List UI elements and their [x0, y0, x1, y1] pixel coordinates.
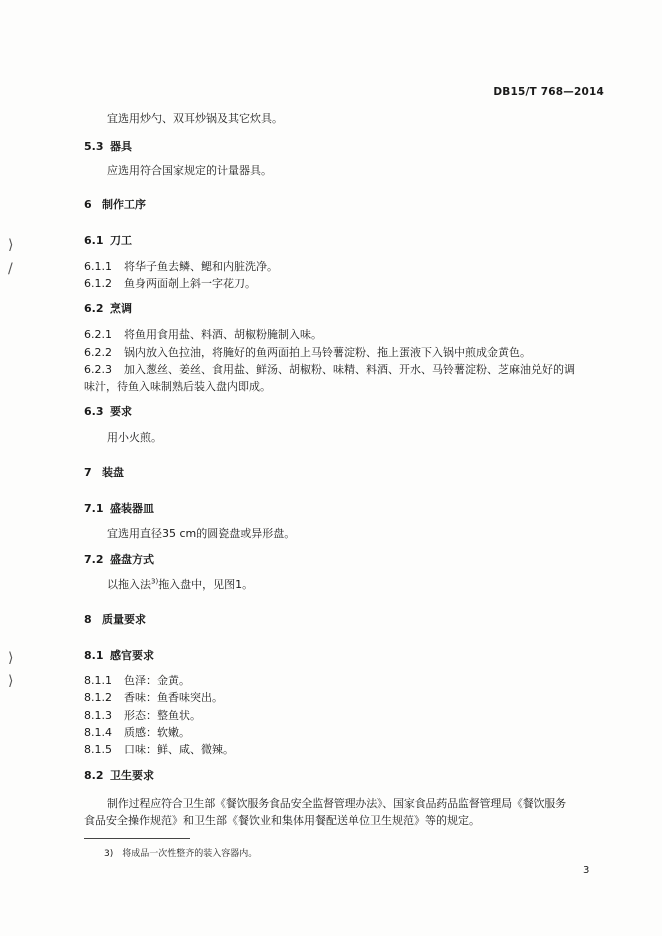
body-text-continuation: 食品安全操作规范》和卫生部《餐饮业和集体用餐配送单位卫生规范》等的规定。: [84, 814, 480, 827]
clause-item: 8.1.4 质感：软嫩。: [84, 726, 190, 739]
footnote-separator: [84, 838, 190, 839]
body-text: 用小火煎。: [107, 431, 162, 444]
section-heading: 7.2 盛盘方式: [84, 553, 154, 566]
clause-item: 6.2.3 加入葱丝、姜丝、食用盐、鲜汤、胡椒粉、味精、料酒、开水、马铃薯淀粉、芝麻油兑好的调: [84, 363, 575, 376]
section-heading: 7.1 盛装器皿: [84, 502, 154, 515]
chapter-heading: 7 装盘: [84, 466, 124, 479]
scan-binding-mark: ⟩: [8, 650, 14, 666]
clause-item: 6.2.1 将鱼用食用盐、料酒、胡椒粉腌制入味。: [84, 328, 322, 341]
footnote: 3) 将成品一次性整齐的装入容器内。: [104, 849, 258, 859]
clause-item: 6.2.2 锅内放入色拉油，将腌好的鱼两面拍上马铃薯淀粉、拖上蛋液下入锅中煎成金黄色。: [84, 346, 531, 359]
section-heading: 5.3 器具: [84, 140, 132, 153]
document-code-header: DB15/T 768—2014: [493, 86, 604, 98]
body-text: 宜选用直径35 cm的圆瓷盘或异形盘。: [107, 527, 296, 540]
page-number: 3: [583, 865, 590, 876]
section-heading: 8.2 卫生要求: [84, 769, 154, 782]
scan-binding-mark: ⟩: [8, 673, 14, 689]
clause-item: 8.1.1 色泽：金黄。: [84, 674, 190, 687]
chapter-heading: 6 制作工序: [84, 198, 146, 211]
body-text: 宜选用炒勺、双耳炒锅及其它炊具。: [107, 112, 283, 125]
scan-binding-mark: /: [8, 261, 13, 277]
clause-item: 6.1.2 鱼身两面剞上斜一字花刀。: [84, 277, 256, 290]
section-heading: 6.2 烹调: [84, 302, 132, 315]
clause-item: 8.1.5 口味：鲜、咸、微辣。: [84, 743, 234, 756]
clause-item: 6.1.1 将华子鱼去鳞、鳃和内脏洗净。: [84, 260, 278, 273]
clause-item: 8.1.3 形态：整鱼状。: [84, 709, 201, 722]
section-heading: 8.1 感官要求: [84, 649, 154, 662]
footnote-reference: 3): [151, 577, 159, 586]
body-text: 以拖入法$^{3)}$拖入盘中，见图1。: [107, 577, 254, 591]
chapter-heading: 8 质量要求: [84, 613, 146, 626]
scan-binding-mark: ⟩: [8, 237, 14, 253]
body-text: 制作过程应符合卫生部《餐饮服务食品安全监督管理办法》、国家食品药品监督管理局《餐饮服务: [107, 797, 566, 810]
body-text: 应选用符合国家规定的计量器具。: [107, 164, 272, 177]
section-heading: 6.1 刀工: [84, 234, 132, 247]
section-heading: 6.3 要求: [84, 405, 132, 418]
clause-item: 8.1.2 香味：鱼香味突出。: [84, 691, 223, 704]
clause-item-continuation: 味汁，待鱼入味制熟后装入盘内即成。: [84, 380, 271, 393]
